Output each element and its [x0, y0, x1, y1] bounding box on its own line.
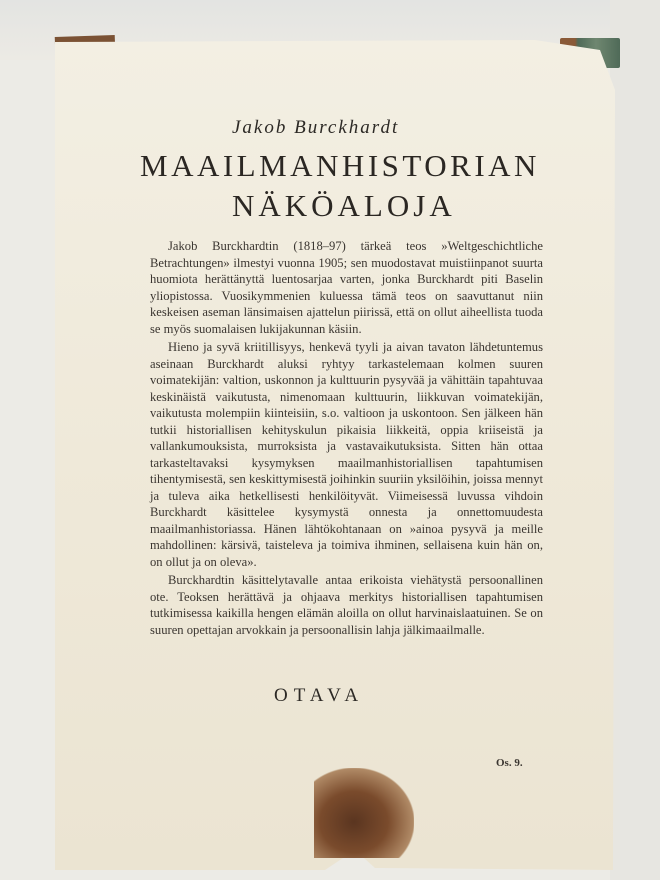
blurb-paragraph-1: Jakob Burckhardtin (1818–97) tärkeä teos »Weltgeschichtliche Betrachtungen» ilmestyi vuonna 1905; sen muodostavat muistiinpanot suurta huomiota herättänyttä luentosarjaa varten, jonka Burckhardt piti Baselin yliopistossa. Vuosikymmenien kuluessa tämä teos on saavuttanut niin keskeisen aseman länsimaisen ajattelun piirissä, että on ollut aiheellista tuoda se myös suomalaisen lukijakunnan käsiin. [150, 239, 543, 336]
blurb-paragraph-3: Burckhardtin käsittelytavalle antaa erikoista viehätystä persoonallinen ote. Teoksen herättävä ja ohjaava merkitys historiallisen tapahtumisen tutkimisessa kaikilla hengen elämän aloilla on ollut harvinaislaatuinen. Se on suuren opettajan arvokkain ja persoonallisin lahja jälkimaailmalle. [150, 573, 543, 637]
title-line-2: NÄKÖALOJA [232, 188, 456, 223]
blurb-text [150, 238, 543, 640]
title-line-1: MAAILMANHISTORIAN [140, 148, 540, 183]
catalog-code: Os. 9. [496, 757, 523, 769]
publisher-name: OTAVA [274, 685, 365, 706]
author-name: Jakob Burckhardt [232, 117, 400, 138]
blurb-paragraph-2: Hieno ja syvä kriitillisyys, henkevä tyyli ja aivan tavaton lähdetuntemus aseinaan Burckhardt aluksi ryhtyy tarkastelemaan kolmen suuren voimatekijän: valtion, uskonnon ja kulttuurin pysyvää ja vähittäin tapahtuvaa keskinäistä vaikutusta, nimenomaan kulttuurin, liikkuvan voimatekijän, vaikutusta molempiin kiinteisiin, s.o. valtioon ja uskontoon. Sen jälkeen hän tutkii historiallisen kehityskulun pikaisia liikkeitä, oppia kriiseistä ja vallankumouksista, murroksista ja vastavaikutuksista. Sitten hän ottaa tarkasteltavaksi kysymyksen maailmanhistoriallisen tapahtumisen tihentymisestä, sen keskittymisestä joihinkin suuriin yksilöihin, joissa mennyt ja tuleva aika hetkellisesti henkilöityvät. Viimeisessä luvussa vihdoin Burckhardt käsittelee kysymystä onnesta ja onnettomuudesta maailmanhistoriassa. Hänen lähtökohtanaan on »ainoa pysyvä ja meille mahdollinen: kärsivä, taisteleva ja toimiva ihminen, sellaisena kuin hän on, on ollut ja on oleva». [150, 340, 543, 569]
